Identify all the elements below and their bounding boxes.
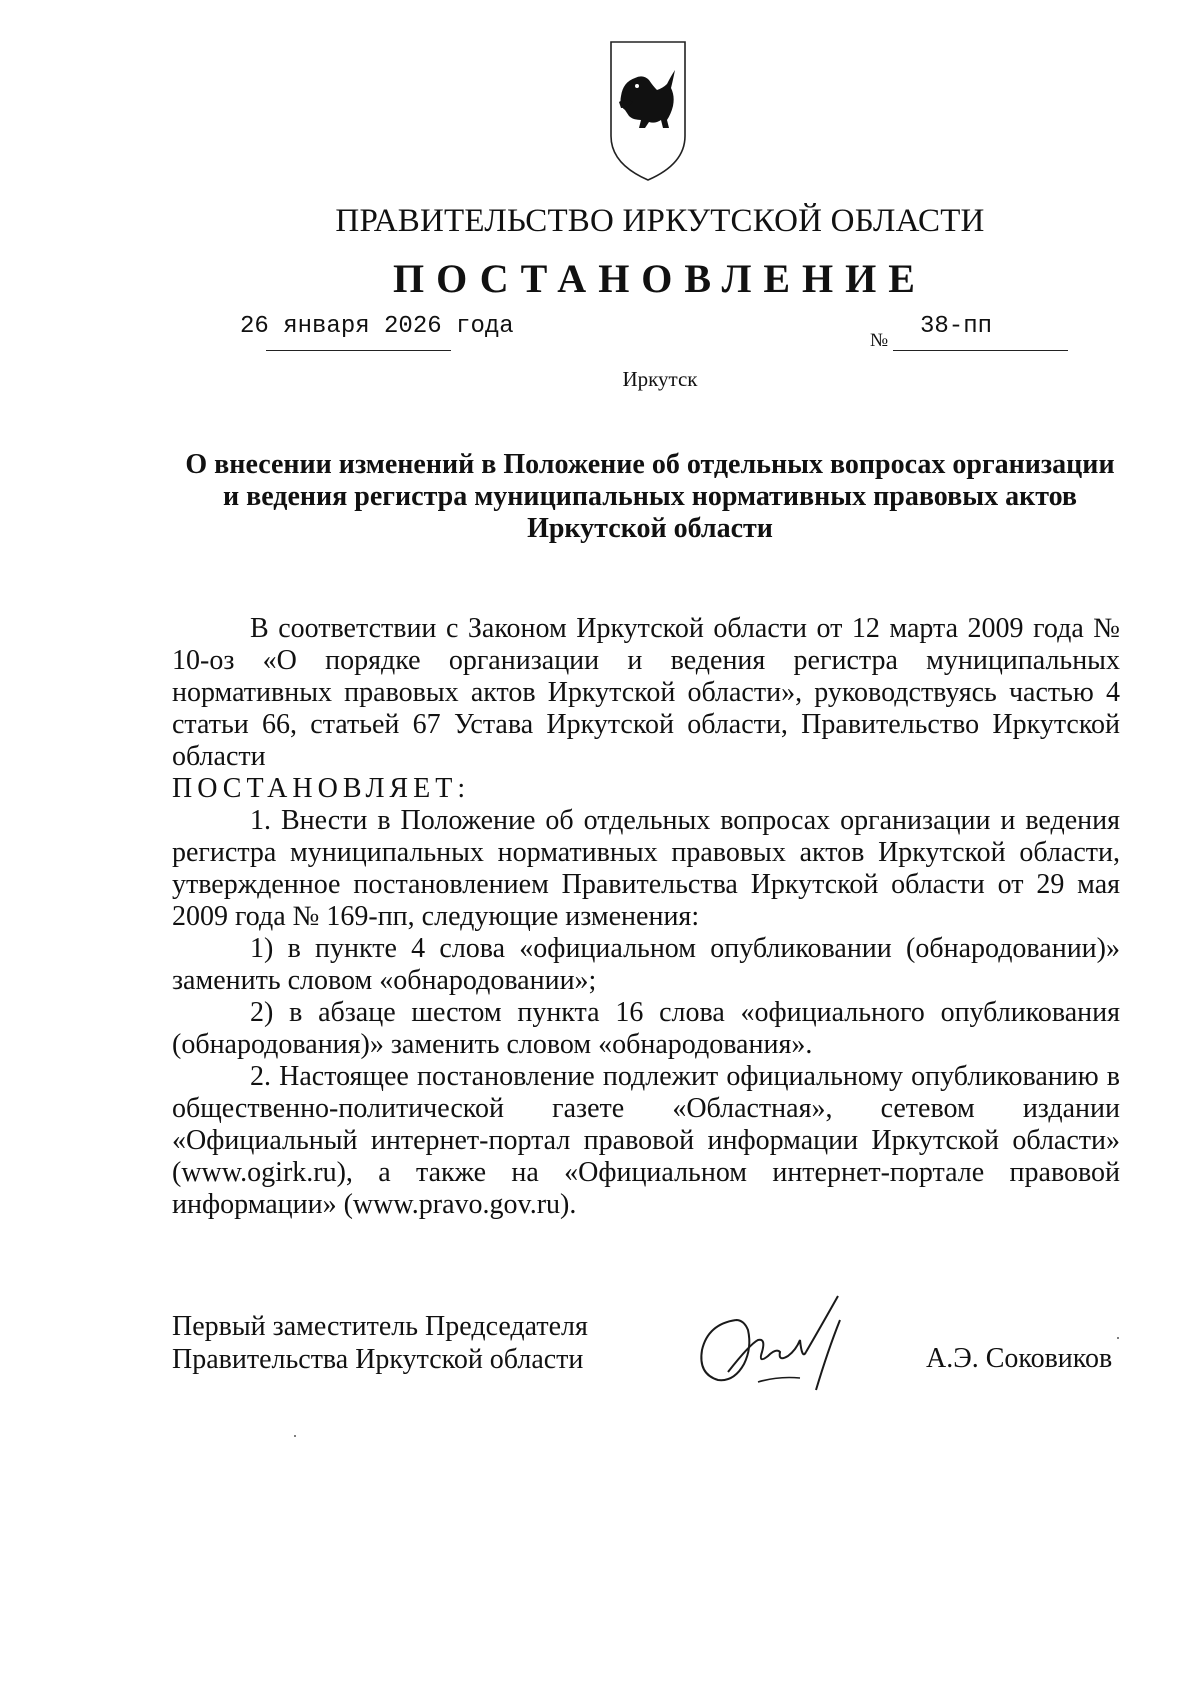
document-number: 38-пп bbox=[920, 313, 993, 340]
number-underline bbox=[893, 350, 1068, 351]
coat-of-arms-icon bbox=[609, 40, 687, 182]
resolves-heading: ПОСТАНОВЛЯЕТ: bbox=[172, 773, 471, 804]
government-title: ПРАВИТЕЛЬСТВО ИРКУТСКОЙ ОБЛАСТИ bbox=[335, 203, 985, 239]
item-1-2-paragraph: 2) в абзаце шестом пункта 16 слова «официального опубликования (обнародования)» заменить словом «обнародования». bbox=[172, 997, 1120, 1060]
subject-line: О внесении изменений в Положение об отдельных вопросах организации bbox=[185, 449, 1115, 480]
document-date: 26 января 2026 года bbox=[240, 313, 514, 340]
document-city: Иркутск bbox=[622, 367, 698, 391]
scan-speck bbox=[1117, 1337, 1119, 1339]
preamble-paragraph: В соответствии с Законом Иркутской области от 12 марта 2009 года № 10-оз «О порядке организации и ведения регистра муниципальных нормативных правовых актов Иркутской области», руководствуясь частью 4 статьи 66, статьей 67 Устава Иркутской области, Правительство Иркутской области bbox=[172, 613, 1120, 772]
number-sign: № bbox=[870, 330, 889, 351]
signer-position bbox=[172, 1310, 588, 1376]
signer-position-line: Правительства Иркутской области bbox=[172, 1344, 584, 1375]
item-1-1-paragraph: 1) в пункте 4 слова «официальном опубликовании (обнародовании)» заменить словом «обнародовании»; bbox=[172, 933, 1120, 996]
item-2-paragraph: 2. Настоящее постановление подлежит официальному опубликованию в общественно-политической газете «Областная», сетевом издании «Официальный интернет-портал правовой информации Иркутской области» (www.ogirk.ru), а также на «Официальном интернет-портале правовой информации» (www.pravo.gov.ru). bbox=[172, 1061, 1120, 1220]
item-1-paragraph: 1. Внести в Положение об отдельных вопросах организации и ведения регистра муниципальных нормативных правовых актов Иркутской области, утвержденное постановлением Правительства Иркутской области от 29 мая 2009 года № 169-пп, следующие изменения: bbox=[172, 805, 1120, 932]
document-type: ПОСТАНОВЛЕНИЕ bbox=[393, 256, 927, 301]
document-body bbox=[172, 613, 1120, 1221]
subject-line: и ведения регистра муниципальных нормативных правовых актов bbox=[222, 481, 1078, 512]
signer-name: А.Э. Соковиков bbox=[926, 1343, 1113, 1374]
subject-line: Иркутской области bbox=[527, 513, 773, 544]
scan-speck bbox=[294, 1435, 296, 1437]
date-underline bbox=[266, 350, 451, 351]
signature-icon bbox=[688, 1290, 888, 1400]
signer-position-line: Первый заместитель Председателя bbox=[172, 1311, 588, 1342]
document-subject bbox=[160, 449, 1140, 545]
